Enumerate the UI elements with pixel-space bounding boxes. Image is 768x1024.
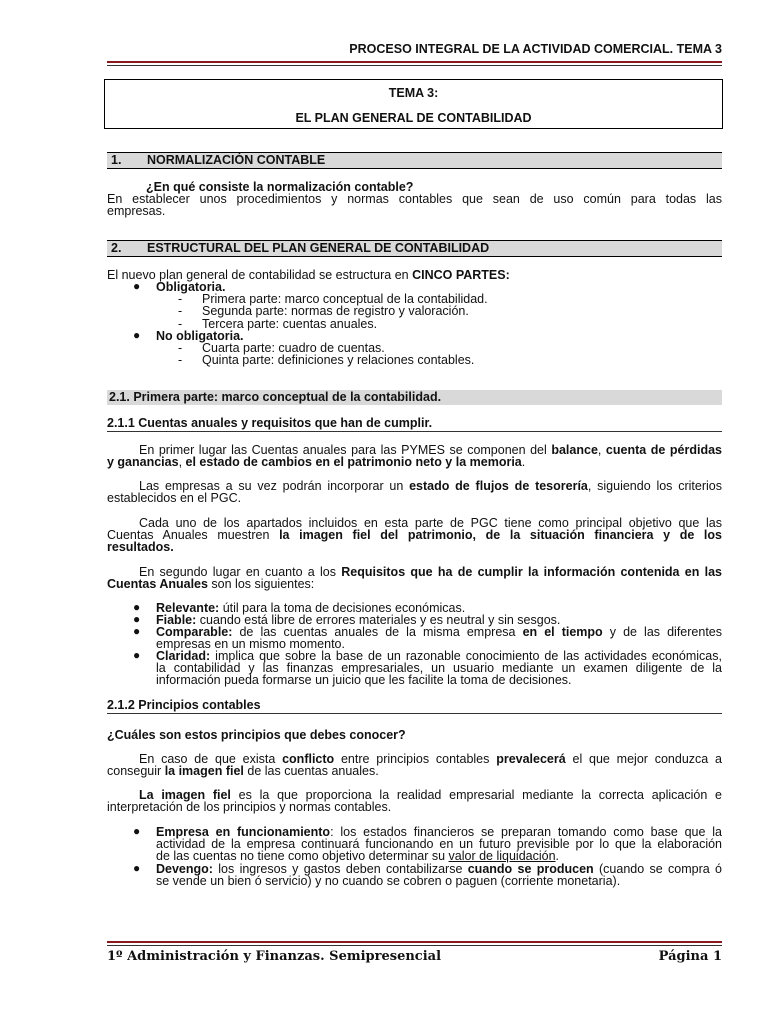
- footer-page-number: Página 1: [658, 949, 722, 964]
- header-rule: [107, 61, 722, 63]
- list-item-cont: la contabilidad y las finanzas empresariales, un usuario mediante un examen diligente de la: [156, 661, 722, 675]
- title-box: [104, 79, 723, 129]
- list-item: Segunda parte: normas de registro y valoración.: [202, 304, 469, 318]
- section-2-1-1-heading: 2.1.1 Cuentas anuales y requisitos que han de cumplir.: [107, 417, 722, 432]
- list-item: Empresa en funcionamiento: los estados financieros se preparan tomando como base que la: [156, 825, 722, 839]
- section-1-heading: 1. NORMALIZACIÓN CONTABLE: [107, 152, 722, 169]
- dash-icon: -: [178, 353, 183, 367]
- list-item-cont: actividad de la empresa continuará funcionando en un futuro previsible por lo que la elaboración: [156, 837, 722, 851]
- paragraph-cont: conseguir la imagen fiel de las cuentas anuales.: [107, 764, 379, 778]
- bullet-icon: ●: [133, 861, 141, 875]
- section-2-heading: 2. ESTRUCTURAL DEL PLAN GENERAL DE CONTABILIDAD: [107, 240, 722, 257]
- title-line-2: EL PLAN GENERAL DE CONTABILIDAD: [295, 111, 532, 125]
- section-1-answer: En establecer unos procedimientos y normas contables que sean de uso común para todas las: [107, 192, 722, 206]
- paragraph: En primer lugar las Cuentas anuales para las PYMES se componen del balance, cuenta de pérdidas: [139, 443, 722, 457]
- bullet-icon: ●: [133, 624, 141, 638]
- bullet-icon: ●: [133, 824, 141, 838]
- list-item: Primera parte: marco conceptual de la contabilidad.: [202, 292, 488, 306]
- section-2-1-2-question: ¿Cuáles son estos principios que debes conocer?: [107, 728, 406, 742]
- paragraph-cont: Cuentas Anuales muestren la imagen fiel del patrimonio, de la situación financiera y de los: [107, 528, 722, 542]
- dash-icon: -: [178, 317, 183, 331]
- paragraph-cont: Cuentas Anuales son los siguientes:: [107, 577, 315, 591]
- list-item: Tercera parte: cuentas anuales.: [202, 317, 378, 331]
- paragraph-cont: interpretación de los principios y normas contables.: [107, 800, 392, 814]
- bullet-icon: ●: [133, 328, 141, 342]
- paragraph: La imagen fiel es la que proporciona la realidad empresarial mediante la correcta aplicación e: [139, 788, 722, 802]
- section-1-answer-cont: empresas.: [107, 204, 166, 218]
- footer-rule: [107, 941, 722, 943]
- title-line-1: TEMA 3:: [388, 86, 439, 100]
- list-item-cont: de las cuentas no tiene como objetivo determinar su valor de liquidación.: [156, 849, 560, 863]
- obligatoria-label: Obligatoria.: [156, 280, 226, 294]
- no-obligatoria-label: No obligatoria.: [156, 329, 244, 343]
- dash-icon: -: [178, 304, 183, 318]
- bullet-icon: ●: [133, 648, 141, 662]
- paragraph-cont: y ganancias, el estado de cambios en el patrimonio neto y la memoria.: [107, 455, 526, 469]
- dash-icon: -: [178, 341, 183, 355]
- list-item: Claridad: implica que sobre la base de un razonable conocimiento de las actividades económicas,: [156, 649, 722, 663]
- section-1-question: ¿En qué consiste la normalización contable?: [146, 180, 414, 194]
- list-item: Relevante: útil para la toma de decisiones económicas.: [156, 601, 466, 615]
- page-header-title: PROCESO INTEGRAL DE LA ACTIVIDAD COMERCIAL. TEMA 3: [349, 42, 722, 56]
- bullet-icon: ●: [133, 612, 141, 626]
- list-item-cont: empresas en un mismo momento.: [156, 637, 345, 651]
- paragraph: En caso de que exista conflicto entre principios contables prevalecerá el que mejor conduzca a: [139, 752, 722, 766]
- paragraph-cont: establecidos en el PGC.: [107, 491, 242, 505]
- list-item: Quinta parte: definiciones y relaciones contables.: [202, 353, 475, 367]
- section-2-intro: El nuevo plan general de contabilidad se estructura en CINCO PARTES:: [107, 268, 510, 282]
- bullet-icon: ●: [133, 600, 141, 614]
- list-item-cont: se vende un bien ó servicio) y no cuando se cobren o paguen (corriente monetaria).: [156, 874, 621, 888]
- paragraph: Cada uno de los apartados incluidos en esta parte de PGC tiene como principal objetivo que las: [139, 516, 722, 530]
- list-item: Devengo: los ingresos y gastos deben contabilizarse cuando se producen (cuando se compra ó: [156, 862, 722, 876]
- section-2-1-2-heading: 2.1.2 Principios contables: [107, 699, 722, 714]
- list-item: Cuarta parte: cuadro de cuentas.: [202, 341, 385, 355]
- list-item: Comparable: de las cuentas anuales de la misma empresa en el tiempo y de las diferentes: [156, 625, 722, 639]
- list-item: Fiable: cuando está libre de errores materiales y es neutral y sin sesgos.: [156, 613, 561, 627]
- header-rule-thin: [107, 65, 722, 66]
- paragraph: Las empresas a su vez podrán incorporar un estado de flujos de tesorería, siguiendo los criterios: [139, 479, 722, 493]
- dash-icon: -: [178, 292, 183, 306]
- paragraph: En segundo lugar en cuanto a los Requisitos que ha de cumplir la información contenida en las: [139, 565, 722, 579]
- footer-left: 1º Administración y Finanzas. Semipresencial: [107, 949, 442, 964]
- list-item-cont: información pueda formarse un juicio que les facilite la toma de decisiones.: [156, 673, 572, 687]
- section-2-1-heading: 2.1. Primera parte: marco conceptual de la contabilidad.: [107, 390, 722, 405]
- paragraph-cont: resultados.: [107, 540, 174, 554]
- bullet-icon: ●: [133, 279, 141, 293]
- footer-rule-thin: [107, 945, 722, 946]
